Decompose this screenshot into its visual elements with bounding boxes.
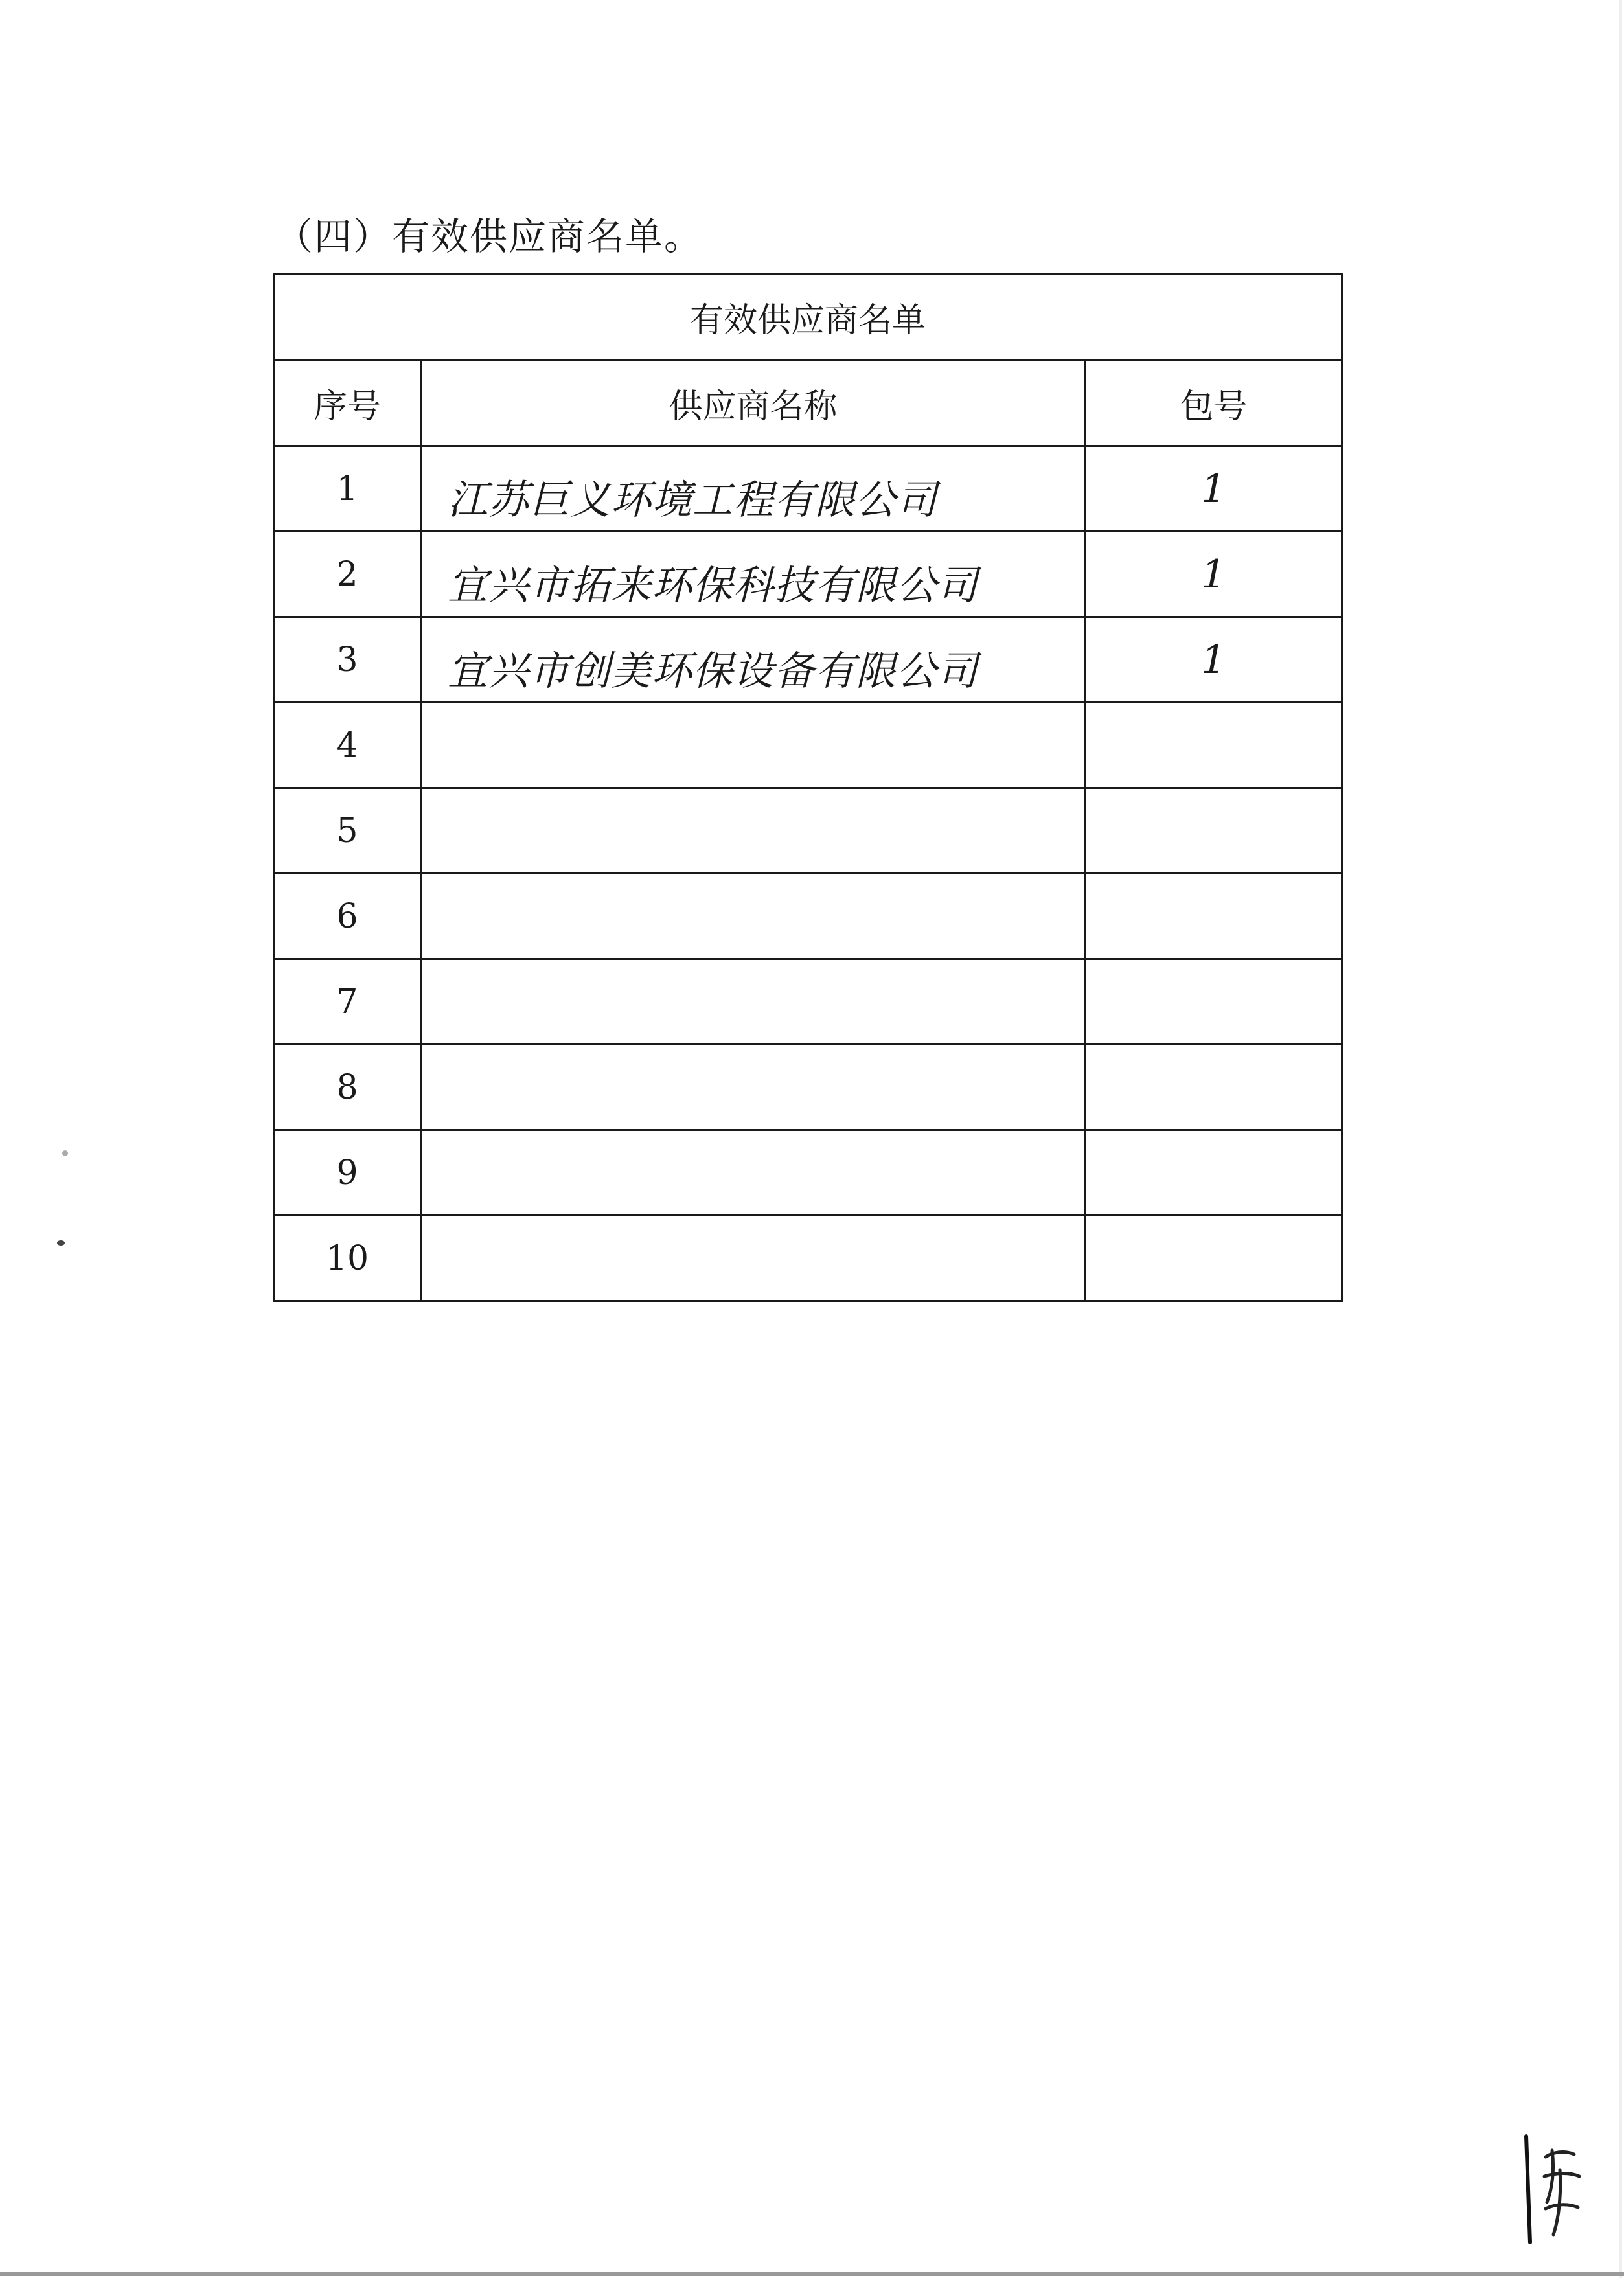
row-package: 1 (1086, 532, 1342, 617)
table-caption-row (274, 274, 1342, 361)
table-row (274, 446, 1342, 532)
header-package: 包号 (1086, 361, 1342, 446)
table-caption: 有效供应商名单 (274, 274, 1342, 361)
row-package (1086, 703, 1342, 788)
row-package (1086, 874, 1342, 959)
row-supplier-name (421, 1130, 1086, 1216)
row-no: 3 (274, 617, 421, 703)
row-no: 8 (274, 1045, 421, 1130)
table-header-row (274, 361, 1342, 446)
scan-speck (62, 1150, 68, 1156)
header-no: 序号 (274, 361, 421, 446)
row-supplier-name (421, 1216, 1086, 1301)
table-body (274, 446, 1342, 1301)
row-supplier-name (421, 703, 1086, 788)
handwritten-signature (1515, 2131, 1586, 2248)
scan-edge-right (1619, 0, 1622, 2278)
row-no: 10 (274, 1216, 421, 1301)
row-no: 6 (274, 874, 421, 959)
row-supplier-name: 宜兴市创美环保设备有限公司 (421, 625, 1086, 711)
row-package (1086, 959, 1342, 1045)
table-row (274, 532, 1342, 617)
row-supplier-name: 江苏巨义环境工程有限公司 (421, 454, 1086, 540)
table-row (274, 1130, 1342, 1216)
table-row (274, 617, 1342, 703)
row-supplier-name: 宜兴市拓来环保科技有限公司 (421, 540, 1086, 625)
table-row (274, 959, 1342, 1045)
row-supplier-name (421, 959, 1086, 1045)
row-no: 9 (274, 1130, 421, 1216)
row-package: 1 (1086, 617, 1342, 703)
table-row (274, 1216, 1342, 1301)
supplier-table (273, 273, 1343, 1302)
table-row (274, 788, 1342, 874)
row-supplier-name (421, 874, 1086, 959)
scan-edge-bottom (0, 2272, 1624, 2276)
table-row (274, 1045, 1342, 1130)
row-no: 2 (274, 532, 421, 617)
row-no: 7 (274, 959, 421, 1045)
table-row (274, 703, 1342, 788)
row-no: 1 (274, 446, 421, 532)
row-package (1086, 1216, 1342, 1301)
row-package (1086, 1045, 1342, 1130)
table-row (274, 874, 1342, 959)
row-package: 1 (1086, 446, 1342, 532)
row-supplier-name (421, 1045, 1086, 1130)
header-name: 供应商名称 (421, 361, 1086, 446)
row-package (1086, 788, 1342, 874)
row-no: 4 (274, 703, 421, 788)
row-supplier-name (421, 788, 1086, 874)
scan-speck (57, 1240, 65, 1246)
section-heading: （四）有效供应商名单。 (275, 214, 703, 258)
row-no: 5 (274, 788, 421, 874)
row-package (1086, 1130, 1342, 1216)
